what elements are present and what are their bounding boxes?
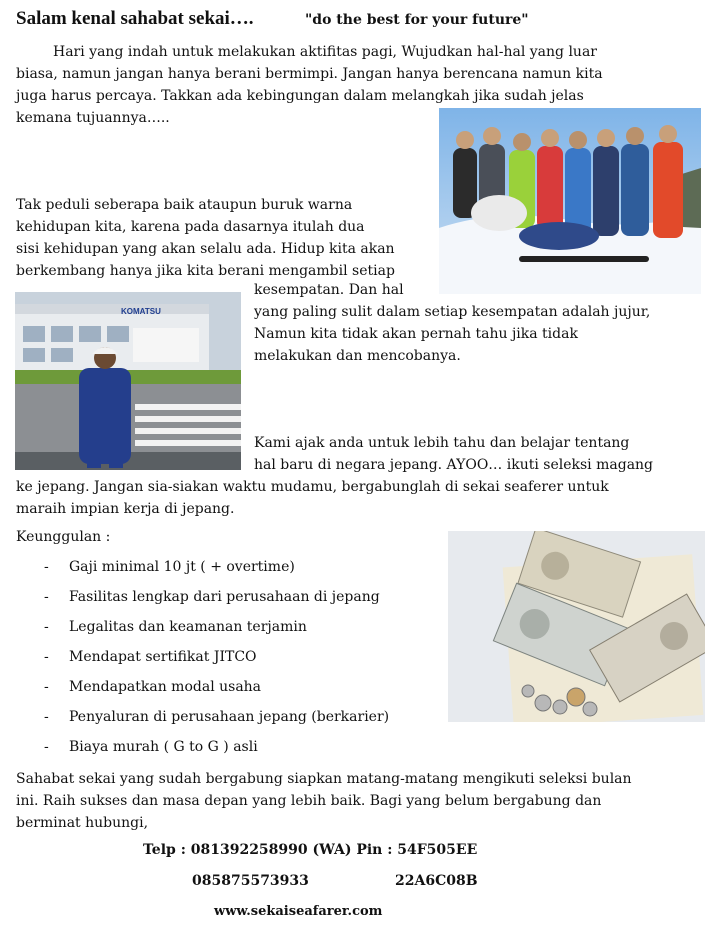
group-photo [439,108,701,294]
bullet-dash: - [44,679,49,695]
page-title: Salam kenal sahabat sekai…. [16,8,254,29]
text-line: kehidupan kita, karena pada dasarnya itulah dua [16,219,365,235]
contact-pin-2: 22A6C08B [395,873,478,889]
text-line: biasa, namun jangan hanya berani bermimpi. Jangan hanya berencana namun kita [16,66,603,82]
benefits-heading: Keunggulan : [16,529,111,545]
paragraph-3 [254,279,650,367]
text-line: Hari yang indah untuk melakukan aktifitas pagi, Wujudkan hal-hal yang luar [53,44,597,60]
text-line: kesempatan. Dan hal [254,282,404,298]
closing-paragraph [16,768,632,834]
paragraph-2 [16,194,395,282]
text-line: Kami ajak anda untuk lebih tahu dan belajar tentang [254,435,630,451]
contact-phone-line: Telp : 081392258990 (WA) Pin : 54F505EE [143,842,478,858]
text-line: Sahabat sekai yang sudah bergabung siapkan matang-matang mengikuti seleksi bulan [16,771,632,787]
text-line: melakukan dan mencobanya. [254,348,461,364]
bullet-dash: - [44,649,49,665]
text-line: maraih impian kerja di jepang. [16,501,235,517]
bullet-dash: - [44,589,49,605]
paragraph-4 [254,432,653,476]
bullet-dash: - [44,709,49,725]
text-line: Namun kita tidak akan pernah tahu jika tidak [254,326,578,342]
text-line: hal baru di negara jepang. AYOO… ikuti seleksi magang [254,457,654,473]
text-line: berkembang hanya jika kita berani mengambil setiap [16,263,395,279]
text-line: ke jepang. Jangan sia-siakan waktu mudamu, bergabunglah di sekai seaferer untuk [16,479,609,495]
text-line: ini. Raih sukses dan masa depan yang lebih baik. Bagi yang belum bergabung dan [16,793,602,809]
factory-sign: KOMATSU [121,307,161,316]
factory-photo [15,292,241,470]
bullet-dash: - [44,559,49,575]
text-line: Tak peduli seberapa baik ataupun buruk warna [16,197,353,213]
factory-photo-image [15,292,241,470]
text-line: berminat hubungi, [16,815,149,831]
money-photo [448,531,705,722]
group-photo-image [439,108,701,294]
text-line: kemana tujuannya….. [16,110,170,126]
paragraph-5 [16,476,609,520]
contact-phone-2: 085875573933 [192,873,309,889]
bullet-dash: - [44,739,49,755]
text-line: yang paling sulit dalam setiap kesempatan adalah jujur, [254,304,651,320]
money-photo-image [448,531,705,722]
website-link[interactable]: www.sekaiseafarer.com [214,904,383,919]
slogan: "do the best for your future" [305,12,529,28]
bullet-dash: - [44,619,49,635]
text-line: sisi kehidupan yang akan selalu ada. Hidup kita akan [16,241,395,257]
text-line: juga harus percaya. Takkan ada kebingungan dalam melangkah jika sudah jelas [16,88,584,104]
